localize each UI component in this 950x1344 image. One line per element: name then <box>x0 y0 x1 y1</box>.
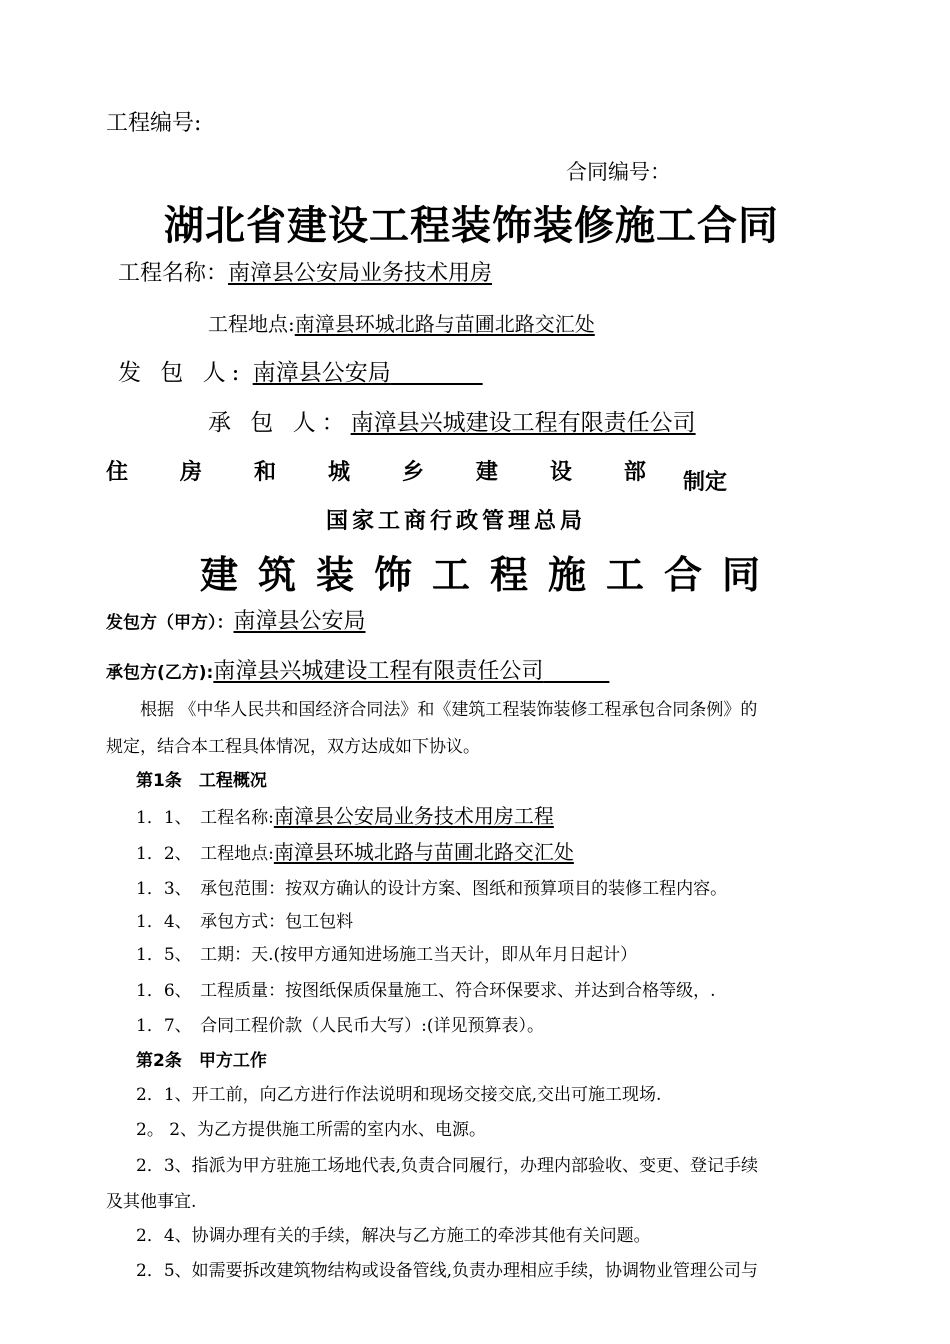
project-name-label: 工程名称： <box>118 261 229 286</box>
article-1-1 <box>136 800 554 829</box>
issuer-char: 建 <box>475 460 498 485</box>
article-2-1: 2．1、开工前，向乙方进行作法说明和现场交接交底,交出可施工现场. <box>136 1085 662 1105</box>
issuer-second: 国家工商行政管理总局 <box>326 509 587 534</box>
project-number-label: 工程编号: <box>106 111 202 136</box>
party-b-label: 承包方(乙方): <box>106 663 214 683</box>
employer-underline-fill <box>391 360 483 386</box>
contractor-row <box>208 404 696 437</box>
article-2-3-line-1: 2．3、指派为甲方驻施工场地代表,负责合同履行，办理内部验收、变更、登记手续 <box>136 1156 759 1176</box>
employer-label: 发 包 人: <box>118 360 246 386</box>
issuer-char: 部 <box>623 460 646 485</box>
article-1-1-value: 南漳县公安局业务技术用房工程 <box>273 804 554 828</box>
issuer-char: 城 <box>327 460 350 485</box>
party-b-underline-fill <box>543 659 609 684</box>
party-a-label: 发包方（甲方）： <box>106 613 234 633</box>
article-1-7: 1．7、 合同工程价款（人民币大写）:(详见预算表）。 <box>136 1016 544 1036</box>
issuer-line <box>106 455 646 486</box>
article-2-4: 2．4、协调办理有关的手续，解决与乙方施工的牵涉其他有关问题。 <box>136 1226 651 1246</box>
contract-title: 建筑装饰工程施工合同 <box>200 553 781 597</box>
article-1-4: 1．4、 承包方式：包工包料 <box>136 912 354 932</box>
article-1-1-label: 1．1、 工程名称: <box>136 808 274 828</box>
party-a-value: 南漳县公安局 <box>233 609 366 634</box>
party-b-value: 南漳县兴城建设工程有限责任公司 <box>213 659 544 684</box>
article-1-2 <box>136 836 574 865</box>
project-name-row <box>118 256 492 287</box>
preamble-line-1: 根据 《中华人民共和国经济合同法》和《建筑工程装饰装修工程承包合同条例》的 <box>140 700 758 720</box>
contractor-value: 南漳县兴城建设工程有限责任公司 <box>350 410 696 436</box>
contractor-label: 承 包 人： <box>208 410 351 436</box>
employer-value: 南漳县公安局 <box>252 360 391 386</box>
issuer-char: 住 <box>106 460 129 485</box>
article-1-2-label: 1．2、 工程地点: <box>136 844 274 864</box>
article-2-2: 2。 2、为乙方提供施工所需的室内水、电源。 <box>136 1120 487 1140</box>
project-site-label: 工程地点: <box>208 312 295 336</box>
article-2-title: 第2条 甲方工作 <box>136 1051 267 1071</box>
article-1-2-value: 南漳县环城北路与苗圃北路交汇处 <box>273 840 574 864</box>
issuer-char: 和 <box>253 460 276 485</box>
party-a-row <box>106 604 366 635</box>
party-b-row <box>106 654 609 685</box>
article-1-3: 1．3、 承包范围：按双方确认的设计方案、图纸和预算项目的装修工程内容。 <box>136 879 728 899</box>
employer-row <box>118 354 483 387</box>
contract-number-label: 合同编号： <box>566 160 671 184</box>
cover-title: 湖北省建设工程装饰装修施工合同 <box>164 203 779 249</box>
issuer-char: 设 <box>549 460 572 485</box>
article-2-5: 2．5、如需要拆改建筑物结构或设备管线,负责办理相应手续，协调物业管理公司与 <box>136 1261 759 1281</box>
issuer-char: 乡 <box>401 460 424 485</box>
article-1-5: 1．5、 工期：天.(按甲方通知进场施工当天计，即从年月日起计） <box>136 945 638 965</box>
project-site-row <box>208 308 595 337</box>
article-1-6: 1．6、 工程质量：按图纸保质保量施工、符合环保要求、并达到合格等级，. <box>136 981 716 1001</box>
preamble-line-2: 规定，结合本工程具体情况，双方达成如下协议。 <box>106 737 480 757</box>
issuer-suffix: 制定 <box>683 470 728 495</box>
project-site-value: 南漳县环城北路与苗圃北路交汇处 <box>294 312 595 336</box>
article-1-title: 第1条 工程概况 <box>136 771 267 791</box>
article-2-3-line-2: 及其他事宜. <box>106 1192 197 1212</box>
project-name-value: 南漳县公安局业务技术用房 <box>228 261 493 286</box>
issuer-char: 房 <box>179 460 202 485</box>
